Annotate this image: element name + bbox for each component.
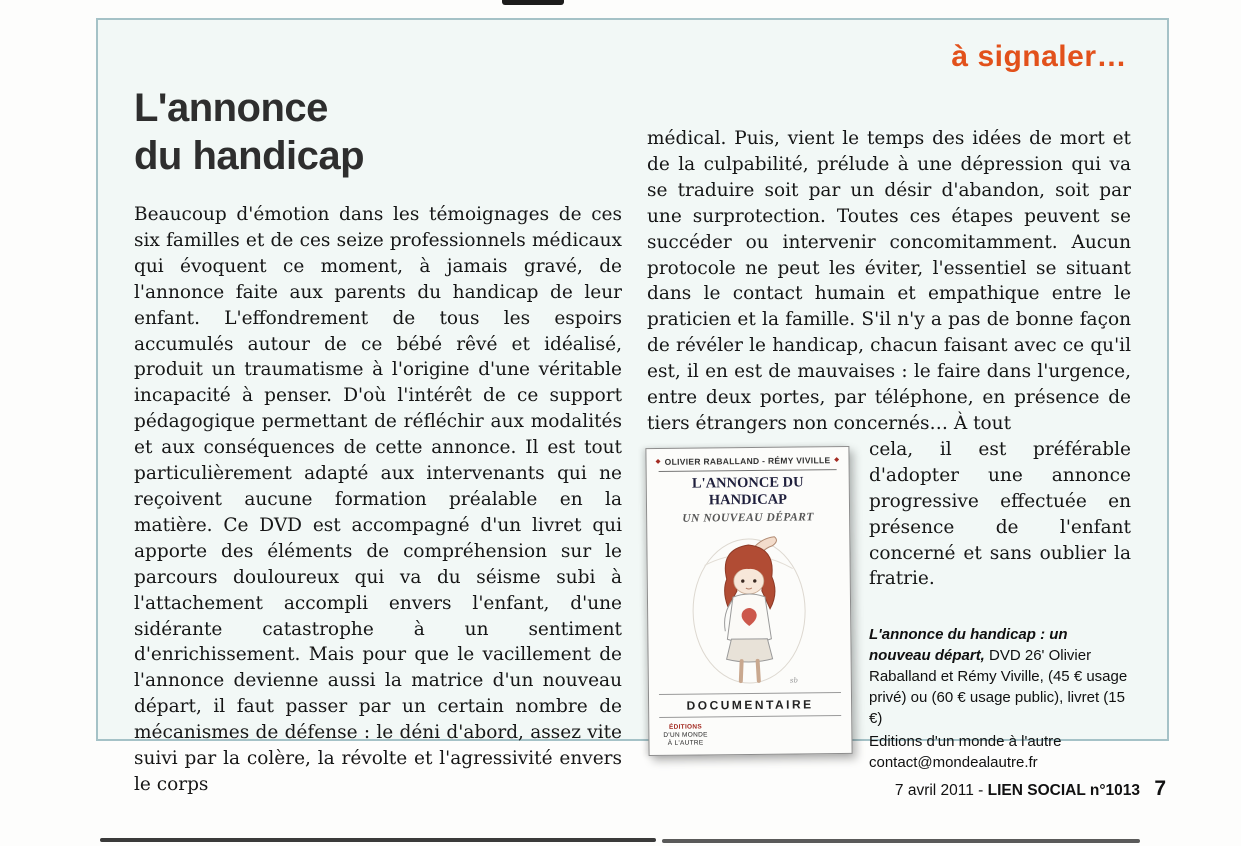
body-paragraph-left: Beaucoup d'émotion dans les témoignages de ces six familles et de ces seize professionnels médicaux qui évoquent ce moment, à jamais gravé, de l'annonce faite aux parents du handicap de leur enfant. L'effondrement de tous les espoirs accumulés autour de ce bébé rêvé et idéalisé, produit un traumatisme à l'origine d'une véritable incapacité à penser. D'où l'intérêt de ce support pédagogique permettant de réfléchir aux modalités et aux conséquences de cette annonce. Il est tout particulièrement adapté aux intervenants qui ne reçoivent aucune formation préalable en la matière. Ce DVD est accompagné d'un livret qui apporte des éléments de compréhension sur le parcours douloureux qui va du séisme subi à l'attachement accompli envers l'enfant, d'une sidérante catastrophe à un sentiment d'enrichissement. Mais pour que le vacillement de l'annonce devienne aussi la matrice d'un nouveau départ, il faut passer par un certain nombre de mécanismes de défense : le déni d'abord, assez vite suivi par la colère, la révolte et l'agressivité envers le corps [134, 204, 622, 795]
dvd-cover-illustration [686, 530, 812, 689]
scan-artifact-top [502, 0, 564, 5]
footer-page-number: 7 [1154, 777, 1166, 800]
dvd-authors-line [652, 455, 842, 467]
publisher-logo [663, 723, 708, 747]
dvd-cover [647, 447, 851, 755]
column-left [134, 202, 622, 798]
article-title-line2: du handicap [134, 134, 365, 178]
publisher-line1: ÉDITIONS [668, 723, 703, 731]
caption-email: contact@mondealautre.fr [869, 754, 1038, 772]
article-title [134, 84, 364, 180]
dvd-authors: OLIVIER RABALLAND - RÉMY VIVILLE [664, 455, 831, 467]
caption-publisher: Editions d'un monde à l'autre [869, 733, 1062, 751]
publisher-line2: D'UN MONDE [663, 731, 708, 739]
dvd-genre-banner: DOCUMENTAIRE [659, 692, 841, 718]
dvd-subtitle: UN NOUVEAU DÉPART [682, 511, 814, 525]
article-title-line1: L'annonce [134, 86, 328, 130]
footer-journal: LIEN SOCIAL n°1013 [987, 782, 1140, 799]
dvd-publisher-block [655, 722, 845, 749]
footer-date: 7 avril 2011 - [894, 782, 984, 799]
diamond-icon: ◆ [834, 456, 840, 463]
section-label: à signaler… [951, 40, 1127, 73]
caption-credits: DVD 26' Olivier Raballand et Rémy Viville, (45 € usage privé) ou (60 € usage public), livret (15 €) [869, 647, 1128, 728]
publisher-line3: À L'AUTRE [667, 738, 704, 747]
dvd-rule [659, 469, 837, 472]
body-paragraph-right: médical. Puis, vient le temps des idées de mort et de la culpabilité, prélude à une dépression qui va se traduire soit par un désir d'abandon, soit par une surprotection. Toutes ces étapes peuvent se succéder ou intervenir concomitamment. Aucun protocole ne peut les éviter, l'essentiel se situant dans le contact humain et empathique entre le praticien et la famille. S'il n'y a pas de bonne façon de révéler le handicap, chacun faisant avec ce qu'il est, il en est de mauvaises : le faire dans l'urgence, entre deux portes, par téléphone, en présence de tiers étrangers non concernés… À tout [647, 128, 1131, 434]
svg-text:sb: sb [789, 676, 798, 685]
caption-title: L'annonce du handicap : un nouveau départ, [869, 626, 1068, 665]
page-footer [895, 777, 1166, 801]
scan-artifact-bottom-right [662, 839, 1140, 843]
dvd-title: L'ANNONCE DU HANDICAP [691, 474, 804, 509]
column-right [647, 126, 1131, 773]
body-paragraph-wrap: cela, il est préférable d'adopter une annonce progressive effectuée en présence de l'enfant concerné et sans oublier la fratrie. [869, 438, 1131, 590]
diamond-icon: ◆ [655, 458, 661, 465]
scan-artifact-bottom-left [100, 838, 656, 842]
